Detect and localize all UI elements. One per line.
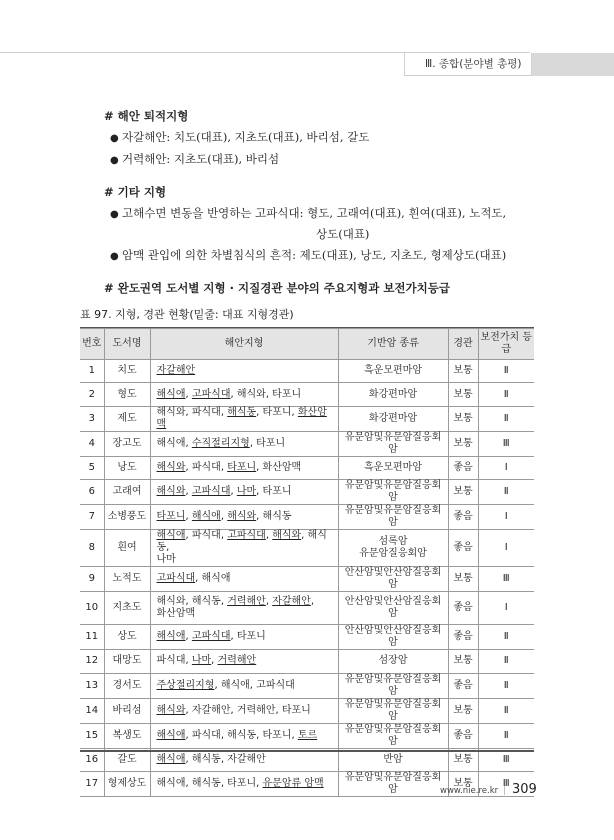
representative-landform: 해식애 xyxy=(156,729,186,741)
cell-coastal-landform xyxy=(150,625,338,650)
cell-island: 대망도 xyxy=(104,650,150,673)
bullet-gravel-coast: ● 자갈해안: 치도(대표), 지초도(대표), 바리섬, 갈도 xyxy=(110,130,370,144)
cell-scenery: 보통 xyxy=(448,650,478,673)
cell-bedrock xyxy=(338,625,448,650)
bedrock-text: 유문암및유문암질응회암 xyxy=(344,505,442,529)
table-row xyxy=(80,698,534,723)
table-row xyxy=(80,673,534,698)
cell-number: 6 xyxy=(80,480,104,505)
section-title-wando-summary: # 완도권역 도서별 지형 · 지질경관 분야의 주요지형과 보전가치등급 xyxy=(104,281,450,295)
representative-landform: 고파식대 xyxy=(227,530,266,542)
footer-separator: | xyxy=(503,786,506,796)
cell-number: 5 xyxy=(80,456,104,479)
representative-landform: 거력해안 xyxy=(217,655,257,667)
landform-table xyxy=(80,328,534,797)
cell-number: 12 xyxy=(80,650,104,673)
landform-text: 해식애, xyxy=(156,437,192,449)
cell-bedrock xyxy=(338,723,448,748)
cell-number: 9 xyxy=(80,567,104,592)
cell-scenery: 보통 xyxy=(448,406,478,431)
cell-island: 갈도 xyxy=(104,748,150,771)
table-row xyxy=(80,650,534,673)
cell-coastal-landform xyxy=(150,530,338,567)
cell-number: 8 xyxy=(80,530,104,567)
cell-grade: Ⅱ xyxy=(478,480,534,505)
landform-text: , 타포니 xyxy=(230,631,266,643)
bedrock-text: 유문암및유문암질응회암 xyxy=(344,698,442,722)
cell-grade: Ⅰ xyxy=(478,530,534,567)
landform-text: , xyxy=(265,530,273,542)
cell-scenery: 보통 xyxy=(448,698,478,723)
bedrock-text: 화강편마암 xyxy=(368,388,418,400)
table-row xyxy=(80,456,534,479)
representative-landform: 자갈해안 xyxy=(156,365,196,377)
cell-bedrock xyxy=(338,530,448,567)
representative-landform: 고파식대 xyxy=(191,486,231,498)
cell-coastal-landform xyxy=(150,723,338,748)
representative-landform: 수직절리지형 xyxy=(191,437,250,449)
landform-text: 해식와, 해식동, xyxy=(156,596,228,608)
bedrock-text: 섬장암 xyxy=(378,655,408,667)
table-row xyxy=(80,360,534,383)
landform-text: , 파식대, xyxy=(185,530,228,542)
landform-text: , xyxy=(211,655,218,667)
representative-landform: 나마 xyxy=(236,486,257,498)
landform-text: , xyxy=(230,486,237,498)
cell-grade: Ⅲ xyxy=(478,748,534,771)
representative-landform: 화산암맥 xyxy=(156,406,327,430)
cell-scenery: 좋음 xyxy=(448,723,478,748)
cell-number: 13 xyxy=(80,673,104,698)
representative-landform: 해식와 xyxy=(156,486,186,498)
cell-bedrock xyxy=(338,456,448,479)
cell-number: 15 xyxy=(80,723,104,748)
table-row xyxy=(80,383,534,406)
cell-scenery: 보통 xyxy=(448,480,478,505)
bedrock-text: 섬록암 xyxy=(378,536,408,548)
cell-number: 11 xyxy=(80,625,104,650)
cell-scenery: 보통 xyxy=(448,383,478,406)
representative-landform: 거력해안 xyxy=(227,596,266,608)
landform-text: , 타포니 xyxy=(249,437,286,449)
table-row xyxy=(80,530,534,567)
landform-text: , 화산암맥 xyxy=(256,461,302,473)
cell-grade: Ⅱ xyxy=(478,360,534,383)
cell-coastal-landform xyxy=(150,673,338,698)
cell-number: 1 xyxy=(80,360,104,383)
representative-landform: 자갈해안 xyxy=(272,596,311,608)
table-row xyxy=(80,567,534,592)
bedrock-text: 유문암및유문암질응회암 xyxy=(344,673,442,697)
cell-coastal-landform xyxy=(150,456,338,479)
landform-text: , 파식대, xyxy=(185,461,228,473)
cell-grade: Ⅱ xyxy=(478,383,534,406)
cell-bedrock xyxy=(338,360,448,383)
cell-scenery: 좋음 xyxy=(448,530,478,567)
page-footer xyxy=(440,782,537,797)
representative-landform: 해식애 xyxy=(191,511,221,523)
cell-grade: Ⅱ xyxy=(478,698,534,723)
table-row xyxy=(80,625,534,650)
cell-grade: Ⅱ xyxy=(478,650,534,673)
landform-text: , 타포니, xyxy=(256,406,298,418)
cell-grade: Ⅰ xyxy=(478,592,534,625)
cell-island: 흰여 xyxy=(104,530,150,567)
bedrock-text: 화강편마암 xyxy=(368,412,418,424)
cell-island: 장고도 xyxy=(104,431,150,456)
bedrock-text: 흑운모편마암 xyxy=(364,461,422,473)
landform-text: 파식대, xyxy=(156,655,192,667)
cell-island: 바리섬 xyxy=(104,698,150,723)
cell-coastal-landform xyxy=(150,771,338,796)
table-bottom-rule xyxy=(80,750,534,752)
cell-island: 지초도 xyxy=(104,592,150,625)
col-header-coastal-landform: 해안지형 xyxy=(150,329,338,360)
cell-island: 복생도 xyxy=(104,723,150,748)
cell-scenery: 좋음 xyxy=(448,592,478,625)
cell-grade: Ⅰ xyxy=(478,456,534,479)
cell-island: 형제상도 xyxy=(104,771,150,796)
cell-coastal-landform xyxy=(150,505,338,530)
bullet-dike-erosion: ● 암맥 관입에 의한 차별침식의 흔적: 제도(대표), 낭도, 지초도, 형제상도(대표) xyxy=(110,248,507,262)
bullet-boulder-coast: ● 거력해안: 지초도(대표), 바리섬 xyxy=(110,152,280,166)
bedrock-text: 유문암및유문암질응회암 xyxy=(344,771,442,795)
cell-island: 낭도 xyxy=(104,456,150,479)
cell-grade: Ⅰ xyxy=(478,505,534,530)
cell-bedrock xyxy=(338,431,448,456)
cell-bedrock xyxy=(338,567,448,592)
cell-bedrock xyxy=(338,673,448,698)
cell-number: 7 xyxy=(80,505,104,530)
cell-island: 소병풍도 xyxy=(104,505,150,530)
header-gray-block xyxy=(532,53,614,76)
bedrock-text: 유문암질응회암 xyxy=(359,548,427,560)
section-title-coastal-deposition: # 해안 퇴적지형 xyxy=(104,109,189,123)
cell-island: 치도 xyxy=(104,360,150,383)
cell-bedrock xyxy=(338,406,448,431)
cell-scenery: 좋음 xyxy=(448,505,478,530)
landform-text: , 해식동 xyxy=(256,511,292,523)
representative-landform: 주상절리지형 xyxy=(156,679,215,691)
landform-text: 나마 xyxy=(156,554,176,566)
cell-grade: Ⅱ xyxy=(478,625,534,650)
table-caption: 표 97. 지형, 경관 현황(밑줄: 대표 지형경관) xyxy=(80,308,294,321)
cell-bedrock xyxy=(338,650,448,673)
bedrock-text: 안산암및안산암질응회암 xyxy=(344,625,442,649)
cell-grade: Ⅱ xyxy=(478,406,534,431)
page-number: 309 xyxy=(512,782,537,797)
bedrock-text: 유문암및유문암질응회암 xyxy=(344,723,442,747)
cell-bedrock xyxy=(338,383,448,406)
cell-number: 17 xyxy=(80,771,104,796)
representative-landform: 해식와 xyxy=(156,461,186,473)
cell-scenery: 좋음 xyxy=(448,456,478,479)
cell-island: 경서도 xyxy=(104,673,150,698)
cell-bedrock xyxy=(338,480,448,505)
bedrock-text: 유문암및유문암질응회암 xyxy=(344,480,442,504)
cell-scenery: 보통 xyxy=(448,771,478,796)
cell-number: 16 xyxy=(80,748,104,771)
col-header-number: 번호 xyxy=(80,329,104,360)
cell-coastal-landform xyxy=(150,698,338,723)
cell-island: 고래여 xyxy=(104,480,150,505)
cell-grade: Ⅲ xyxy=(478,771,534,796)
representative-landform: 해식와 xyxy=(156,704,186,716)
table-row xyxy=(80,723,534,748)
table-row xyxy=(80,505,534,530)
table-row xyxy=(80,592,534,625)
representative-landform: 해식애 xyxy=(156,631,186,643)
cell-island: 노적도 xyxy=(104,567,150,592)
col-header-island: 도서명 xyxy=(104,329,150,360)
cell-coastal-landform xyxy=(150,360,338,383)
bedrock-text: 안산암및안산암질응회암 xyxy=(344,567,442,591)
representative-landform: 토르 xyxy=(297,729,318,741)
landform-text: 해식애, 해식동, 타포니, xyxy=(156,777,263,789)
representative-landform: 해식와 xyxy=(227,511,257,523)
col-header-scenery: 경관 xyxy=(448,329,478,360)
landform-text: 해식와, 파식대, xyxy=(156,406,228,418)
representative-landform: 해식애 xyxy=(156,753,186,765)
cell-scenery: 좋음 xyxy=(448,673,478,698)
cell-scenery: 좋음 xyxy=(448,625,478,650)
landform-text: , 파식대, 해식동, 타포니, xyxy=(185,729,298,741)
representative-landform: 해식애 xyxy=(156,530,186,542)
landform-text: , 해식동, 자갈해안 xyxy=(185,753,266,765)
table-row xyxy=(80,431,534,456)
cell-number: 4 xyxy=(80,431,104,456)
cell-bedrock xyxy=(338,505,448,530)
landform-text: , 자갈해안, 거력해안, 타포니 xyxy=(185,704,311,716)
bedrock-text: 유문암및유문암질응회암 xyxy=(344,431,442,455)
landform-text: , 해식동, xyxy=(156,530,327,554)
cell-number: 2 xyxy=(80,383,104,406)
bullet-raised-platform-cont: 상도(대표) xyxy=(316,227,370,241)
cell-coastal-landform xyxy=(150,650,338,673)
section-title-other-landforms: # 기타 지형 xyxy=(104,185,167,199)
cell-number: 14 xyxy=(80,698,104,723)
landform-text: , 타포니 xyxy=(256,486,292,498)
representative-landform: 고파식대 xyxy=(191,631,231,643)
cell-bedrock xyxy=(338,771,448,796)
running-header: Ⅲ. 종합(분야별 총평) xyxy=(404,53,532,76)
representative-landform: 해식와 xyxy=(272,530,302,542)
cell-scenery: 보통 xyxy=(448,431,478,456)
col-header-bedrock: 기반암 종류 xyxy=(338,329,448,360)
representative-landform: 나마 xyxy=(191,655,212,667)
cell-coastal-landform xyxy=(150,383,338,406)
representative-landform: 고파식대 xyxy=(156,573,196,585)
representative-landform: 유문암류 암맥 xyxy=(262,777,324,789)
landform-text: , xyxy=(185,631,192,643)
landform-text: , 해식와, 타포니 xyxy=(230,388,302,400)
representative-landform: 해식애 xyxy=(156,388,186,400)
cell-coastal-landform xyxy=(150,567,338,592)
table-header-row xyxy=(80,329,534,360)
cell-bedrock xyxy=(338,592,448,625)
representative-landform: 해식동 xyxy=(227,406,257,418)
cell-coastal-landform xyxy=(150,480,338,505)
landform-text: , 해식애 xyxy=(195,573,231,585)
cell-island: 형도 xyxy=(104,383,150,406)
cell-coastal-landform xyxy=(150,431,338,456)
landform-text: 화산암맥 xyxy=(156,608,196,620)
cell-grade: Ⅲ xyxy=(478,431,534,456)
table-row xyxy=(80,480,534,505)
table-row xyxy=(80,406,534,431)
landform-text: , 해식애, 고파식대 xyxy=(214,679,295,691)
cell-grade: Ⅱ xyxy=(478,723,534,748)
col-header-grade: 보전가치 등급 xyxy=(478,329,534,360)
cell-scenery: 보통 xyxy=(448,567,478,592)
landform-text: , xyxy=(310,596,315,608)
landform-text: , xyxy=(265,596,273,608)
landform-text: , xyxy=(185,388,192,400)
footer-site: www.nie.re.kr xyxy=(440,786,499,796)
cell-bedrock xyxy=(338,698,448,723)
cell-island: 제도 xyxy=(104,406,150,431)
landform-text: , xyxy=(185,486,192,498)
cell-scenery: 보통 xyxy=(448,748,478,771)
representative-landform: 고파식대 xyxy=(191,388,231,400)
landform-text: , xyxy=(220,511,228,523)
cell-number: 3 xyxy=(80,406,104,431)
cell-grade: Ⅲ xyxy=(478,567,534,592)
bedrock-text: 흑운모편마암 xyxy=(364,365,422,377)
bedrock-text: 반암 xyxy=(383,753,403,765)
cell-island: 상도 xyxy=(104,625,150,650)
bedrock-text: 안산암및안산암질응회암 xyxy=(344,596,442,620)
landform-text: , xyxy=(185,511,192,523)
representative-landform: 타포니 xyxy=(227,461,257,473)
cell-scenery: 보통 xyxy=(448,360,478,383)
cell-number: 10 xyxy=(80,592,104,625)
representative-landform: 타포니 xyxy=(156,511,186,523)
cell-coastal-landform xyxy=(150,406,338,431)
cell-grade: Ⅱ xyxy=(478,673,534,698)
bullet-raised-platform: ● 고해수면 변동을 반영하는 고파식대: 형도, 고래여(대표), 흰여(대표), 노적도, xyxy=(110,206,507,220)
cell-coastal-landform xyxy=(150,592,338,625)
